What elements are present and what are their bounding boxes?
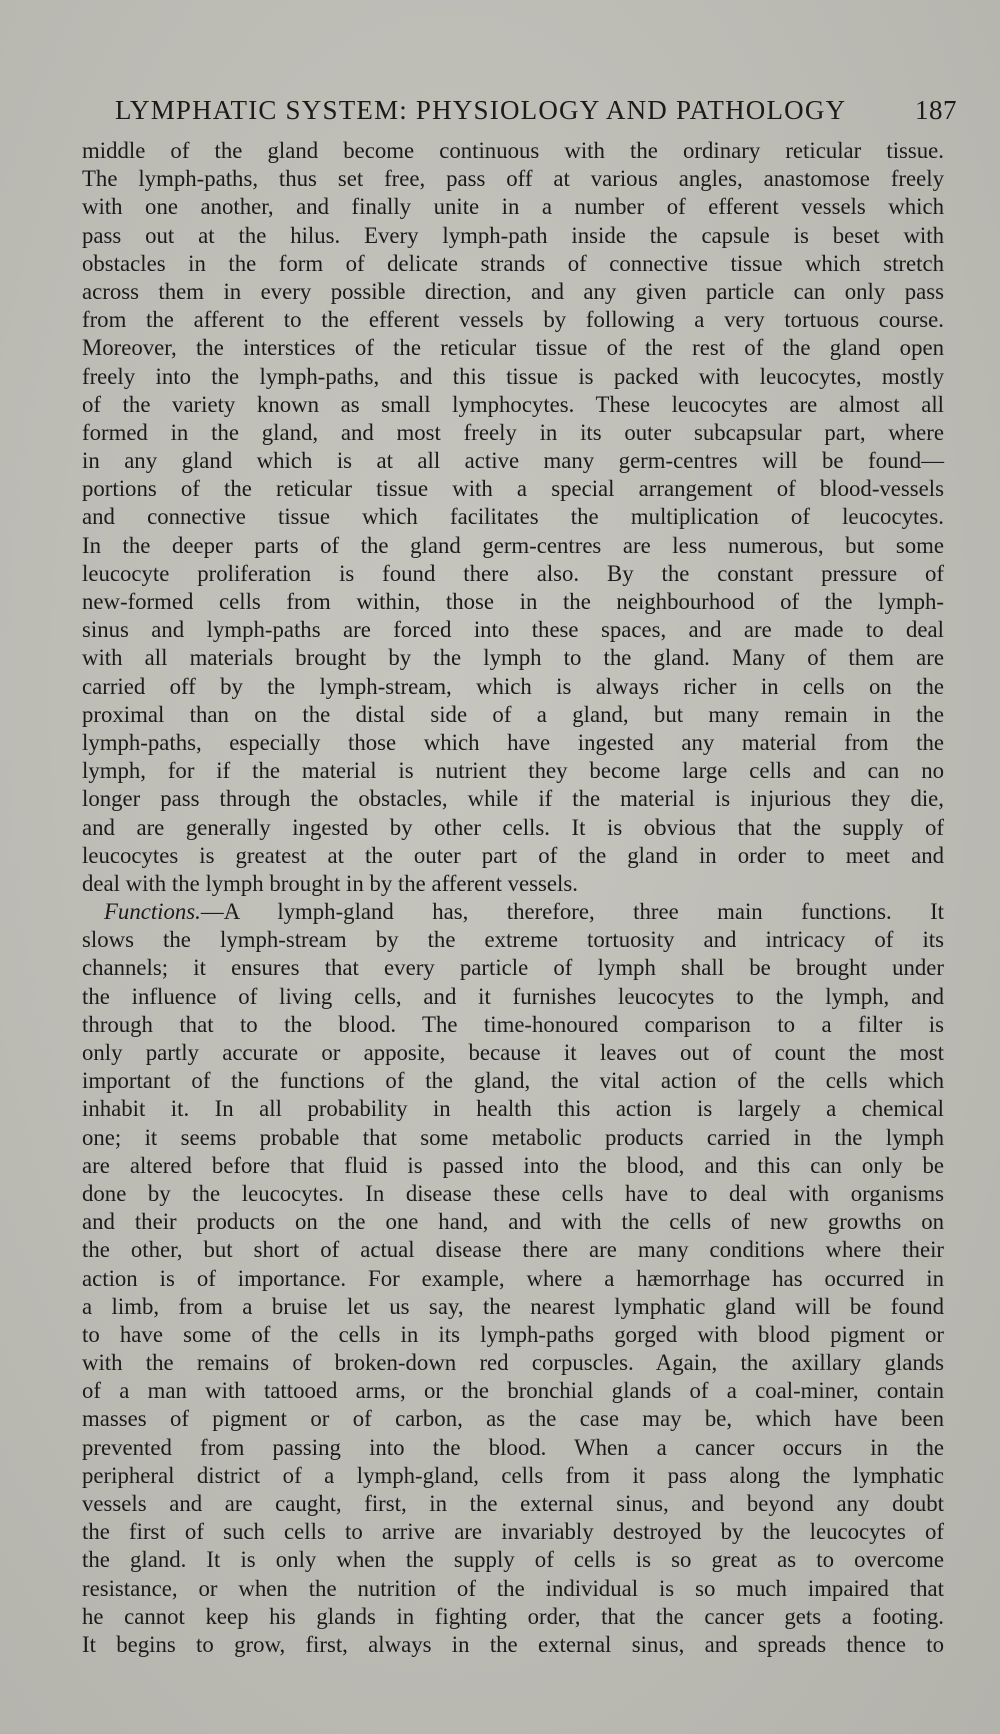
text-line: and are generally ingested by other cells. It is obvious that the supply of (82, 814, 944, 840)
text-line: channels; it ensures that every particle of lymph shall be brought under (82, 955, 944, 981)
text-line: in any gland which is at all active many germ-centres will be found— (82, 448, 944, 474)
text-line: with one another, and finally unite in a number of efferent vessels which (82, 194, 944, 220)
text-line: of a man with tattooed arms, or the bronchial glands of a coal-miner, contain (82, 1378, 944, 1404)
page-number: 187 (915, 95, 957, 125)
text-line: obstacles in the form of delicate strands of connective tissue which stretch (82, 250, 944, 276)
text-line: from the afferent to the efferent vessels by following a very tortuous course. (82, 307, 944, 333)
text-line: middle of the gland become continuous with the ordinary reticular tissue. (82, 138, 944, 163)
text-line: done by the leucocytes. In disease these cells have to deal with organisms (82, 1180, 944, 1206)
text-line: prevented from passing into the blood. When a cancer occurs in the (82, 1434, 944, 1460)
text-line: resistance, or when the nutrition of the individual is so much impaired that (82, 1575, 944, 1601)
text-line: portions of the reticular tissue with a special arrangement of blood-vessels (82, 476, 944, 502)
functions-opening-text: —A lymph-gland has, therefore, three main functions. It (200, 899, 944, 925)
text-line: leucocytes is greatest at the outer part of the gland in order to meet and (82, 842, 944, 868)
text-line: of the variety known as small lymphocytes. These leucocytes are almost all (82, 391, 944, 417)
text-line: across them in every possible direction, and any given particle can only pass (82, 278, 944, 304)
text-line: with all materials brought by the lymph to the gland. Many of them are (82, 645, 944, 671)
running-head (115, 92, 957, 128)
paragraph-2 (82, 926, 944, 1659)
text-line: one; it seems probable that some metabolic products carried in the lymph (82, 1124, 944, 1150)
paragraph-1 (82, 137, 944, 898)
functions-opening-line (82, 898, 944, 926)
text-line: action is of importance. For example, where a hæmorrhage has occurred in (82, 1265, 944, 1291)
text-line: pass out at the hilus. Every lymph-path inside the capsule is beset with (82, 222, 944, 248)
text-line: the first of such cells to arrive are invariably destroyed by the leucocytes of (82, 1519, 944, 1545)
text-line: The lymph-paths, thus set free, pass off at various angles, anastomose freely (82, 166, 944, 192)
text-line: Moreover, the interstices of the reticular tissue of the rest of the gland open (82, 335, 944, 361)
text-line: slows the lymph-stream by the extreme tortuosity and intricacy of its (82, 927, 944, 953)
text-line: In the deeper parts of the gland germ-centres are less numerous, but some (82, 532, 944, 558)
text-line: the other, but short of actual disease there are many conditions where their (82, 1237, 944, 1263)
text-line: It begins to grow, first, always in the external sinus, and spreads thence to (82, 1631, 944, 1657)
text-line: lymph, for if the material is nutrient they become large cells and can no (82, 758, 944, 784)
text-line: and their products on the one hand, and with the cells of new growths on (82, 1209, 944, 1235)
text-line: proximal than on the distal side of a gland, but many remain in the (82, 701, 944, 727)
text-line: are altered before that fluid is passed into the blood, and this can only be (82, 1152, 944, 1178)
text-line: only partly accurate or apposite, because it leaves out of count the most (82, 1040, 944, 1065)
text-line: vessels and are caught, first, in the external sinus, and beyond any doubt (82, 1491, 944, 1516)
running-title: LYMPHATIC SYSTEM: PHYSIOLOGY AND PATHOLOGY (115, 95, 847, 125)
text-line: the gland. It is only when the supply of cells is so great as to overcome (82, 1547, 944, 1573)
text-line: a limb, from a bruise let us say, the nearest lymphatic gland will be found (82, 1293, 944, 1319)
text-line: important of the functions of the gland, the vital action of the cells which (82, 1068, 944, 1094)
text-line: the influence of living cells, and it furnishes leucocytes to the lymph, and (82, 983, 944, 1009)
text-line: to have some of the cells in its lymph-paths gorged with blood pigment or (82, 1321, 944, 1347)
text-line: with the remains of broken-down red corpuscles. Again, the axillary glands (82, 1350, 944, 1376)
text-line: freely into the lymph-paths, and this tissue is packed with leucocytes, mostly (82, 363, 944, 389)
text-line: masses of pigment or of carbon, as the case may be, which have been (82, 1406, 944, 1432)
text-line: inhabit it. In all probability in health this action is largely a chemical (82, 1096, 944, 1122)
text-line: formed in the gland, and most freely in its outer subcapsular part, where (82, 419, 944, 445)
body-text (82, 137, 944, 1659)
text-line: deal with the lymph brought in by the afferent vessels. (82, 870, 578, 896)
text-line: longer pass through the obstacles, while if the material is injurious they die, (82, 786, 944, 812)
text-line: carried off by the lymph-stream, which is always richer in cells on the (82, 673, 944, 699)
text-line: lymph-paths, especially those which have ingested any material from the (82, 729, 944, 755)
text-line: he cannot keep his glands in fighting order, that the cancer gets a footing. (82, 1603, 944, 1629)
text-line: sinus and lymph-paths are forced into these spaces, and are made to deal (82, 617, 944, 643)
text-line: and connective tissue which facilitates the multiplication of leucocytes. (82, 504, 944, 530)
text-line: peripheral district of a lymph-gland, cells from it pass along the lymphatic (82, 1462, 944, 1488)
text-line: through that to the blood. The time-honoured comparison to a filter is (82, 1011, 944, 1037)
text-line: new-formed cells from within, those in the neighbourhood of the lymph- (82, 589, 944, 614)
functions-heading: Functions. (104, 899, 201, 925)
text-line: leucocyte proliferation is found there also. By the constant pressure of (82, 560, 944, 586)
